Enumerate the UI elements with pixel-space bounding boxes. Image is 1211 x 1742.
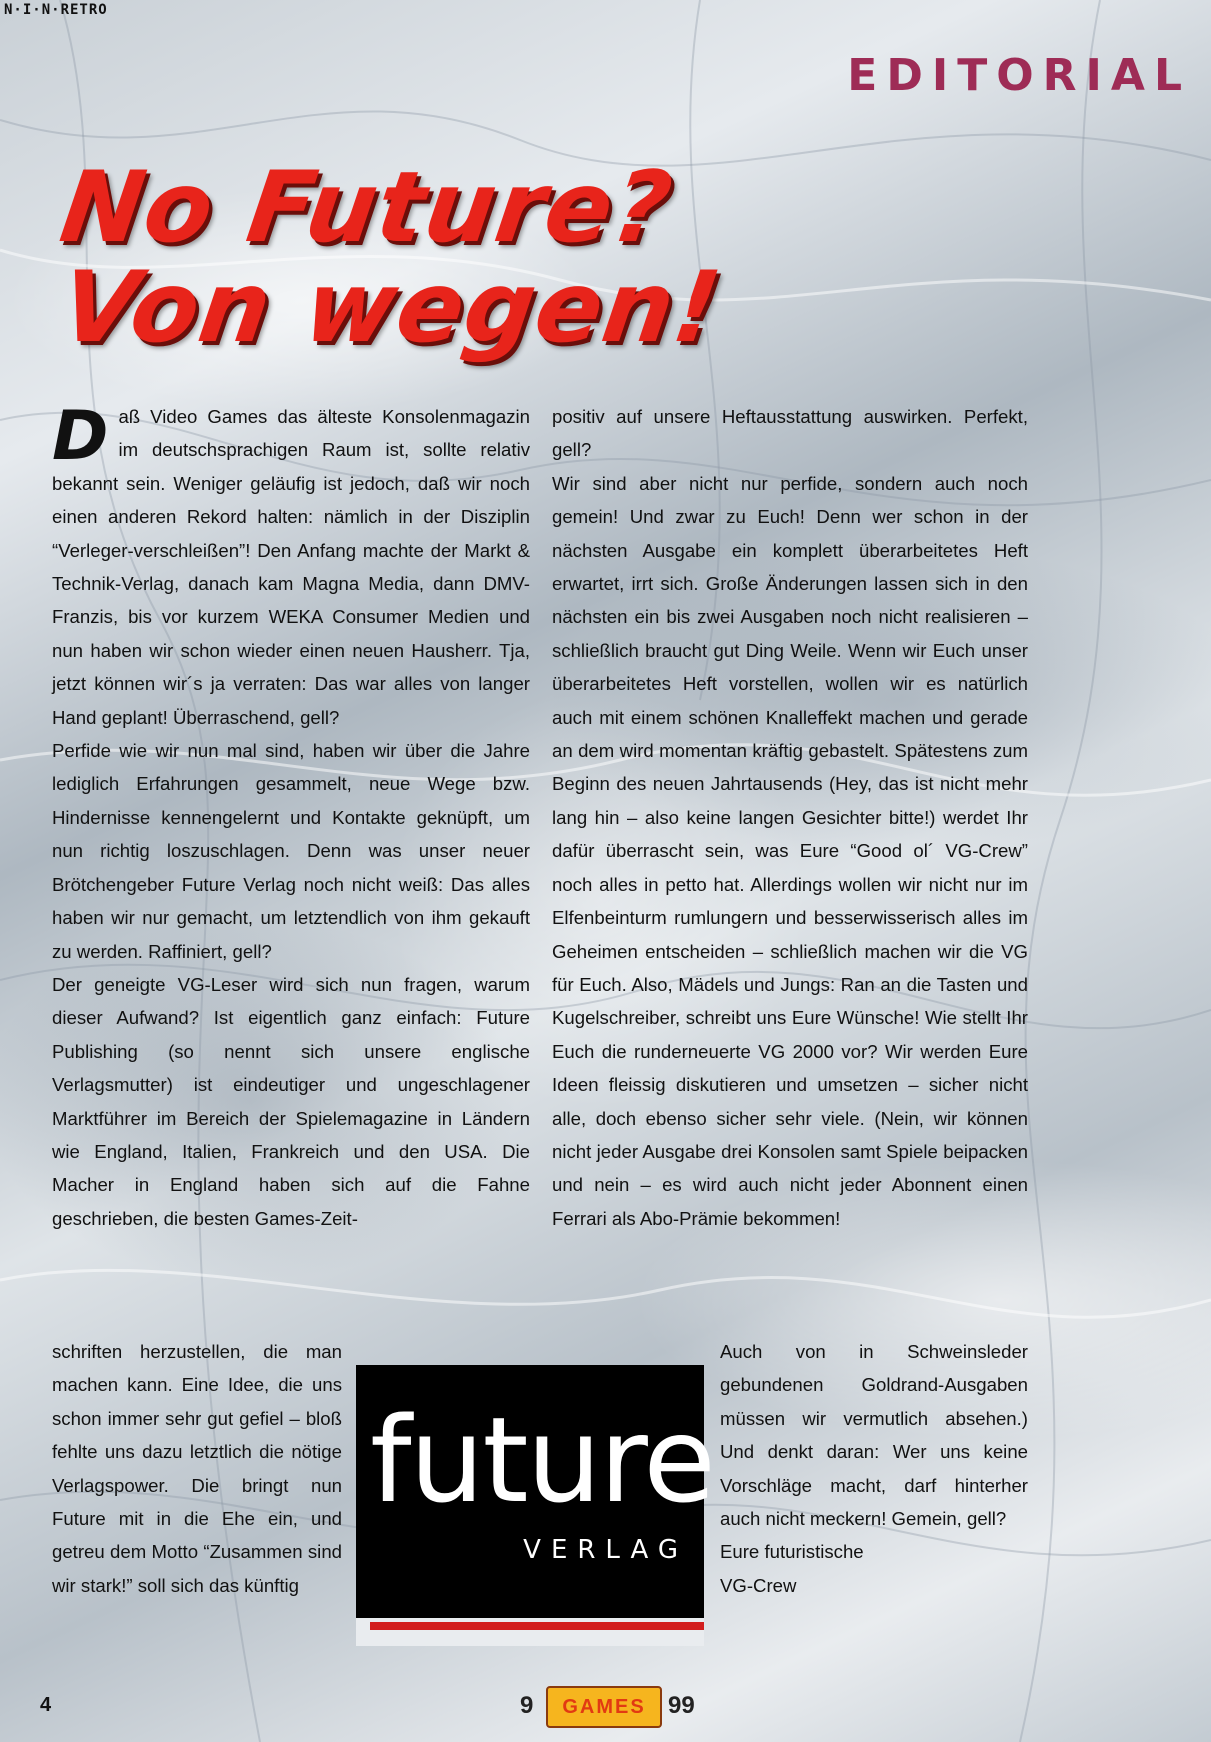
column-left-bottom [52,1335,342,1602]
article-text: aß Video Games das älteste Konsolenmagazin im deutschsprachigen Raum ist, sollte relativ bekannt sein. Weniger geläufig ist jedoch, daß wir noch einen anderen Rekord halten: nämlich in der Disziplin “Verleger-verschleißen”! Den Anfang machte der Markt & Technik-Verlag, danach kam Magna Media, dann DMV-Franzis, bis vor kurzem WEKA Consumer Medien und nun haben wir schon wieder einen neuen Hausherr. Tja, jetzt können wir´s ja verraten: Das war alles von langer Hand geplant! Überraschend, gell? [52,406,530,728]
article-paragraph: Perfide wie wir nun mal sind, haben wir über die Jahre lediglich Erfahrungen gesammelt, neue Wege bzw. Hindernisse kennengelernt und Kontakte geknüpft, um nun richtig loszuschlagen. Denn was unser neuer Brötchengeber Future Verlag noch nicht weiß: Das alles haben wir nur gemacht, um letztendlich von ihm gekauft zu werden. Raffiniert, gell? [52,740,530,962]
headline-line-2: Von wegen! [53,251,729,365]
logo-red-stripe [370,1622,704,1630]
signoff-line: Eure futuristische [720,1541,864,1563]
signoff-line: VG-Crew [720,1574,797,1596]
issue-month: 9 [520,1692,534,1719]
future-verlag-logo [356,1365,714,1618]
magazine-logo: GAMES [546,1686,662,1728]
logo-subtitle: VERLAG [523,1535,688,1565]
column-right-bottom [720,1335,1028,1602]
column-left-top [52,397,530,1235]
headline-line-1: No Future? [53,151,680,265]
article-paragraph [52,397,530,734]
corner-label: N·I·N·RETRO [4,2,108,18]
issue-footer [520,1686,710,1726]
column-right-top [552,400,1028,1235]
article-paragraph: schriften herzustellen, die man machen kann. Eine Idee, die uns schon immer sehr gut gefiel – bloß fehlte uns dazu letztlich die nötige Verlagspower. Die bringt nun Future mit in die Ehe ein, und getreu dem Motto “Zusammen sind wir stark!” soll sich das künftig [52,1341,342,1596]
article-paragraph: Auch von in Schweinsleder gebundenen Goldrand-Ausgaben müssen wir vermutlich absehen.) Und denkt daran: Wer uns keine Vorschläge macht, darf hinterher auch nicht meckern! Gemein, gell? [720,1341,1028,1530]
section-title: EDITORIAL [847,50,1191,101]
headline [53,151,962,365]
logo-wordmark: future [370,1391,714,1529]
article-paragraph: Der geneigte VG-Leser wird sich nun fragen, warum dieser Aufwand? Ist eigentlich ganz einfach: Future Publishing (so nennt sich unsere englische Verlagsmutter) ist eindeutiger und ungeschlagener Marktführer im Bereich der Spielemagazine in Ländern wie England, Italien, Frankreich und den USA. Die Macher in England haben sich auf die Fahne geschrieben, die besten Games-Zeit- [52,973,530,1229]
issue-year: 99 [668,1692,695,1719]
drop-cap: D [52,397,109,476]
article-paragraph: Wir sind aber nicht nur perfide, sondern auch noch gemein! Und zwar zu Euch! Denn wer schon in der nächsten Ausgabe ein komplett überarbeitetes Heft erwartet, irrt sich. Große Änderungen lassen sich in den nächsten ein bis zwei Ausgaben noch nicht realisieren – schließlich braucht gut Ding Weile. Wenn wir Euch unser überarbeitetes Heft vorstellen, wollen wir es natürlich auch mit einem schönen Knalleffekt machen und gerade an dem wird momentan kräftig gebastelt. Spätestens zum Beginn des neuen Jahrtausends (Hey, das ist nicht mehr lang hin – also keine langen Gesichter bitte!) werdet Ihr dafür überrascht sein, was Eure “Good ol´ VG-Crew” noch alles in petto hat. Allerdings wollen wir nicht nur im Elfenbeinturm rumlungern und besserwisserisch alles im Geheimen entscheiden – schließlich machen wir die VG für Euch. Also, Mädels und Jungs: Ran an die Tasten und Kugelschreiber, schreibt uns Eure Wünsche! Wie stellt Ihr Euch die runderneuerte VG 2000 vor? Wir werden Eure Ideen fleissig diskutieren und umsetzen – sicher nicht alle, doch ebenso sicher sehr viele. (Nein, wir können nicht jeder Ausgabe drei Konsolen samt Spiele beipacken und nein – es wird auch nicht jeder Abonnent einen Ferrari als Abo-Prämie bekommen! [552,472,1028,1229]
article-paragraph: positiv auf unsere Heftausstattung auswirken. Perfekt, gell? [552,406,1028,461]
page-number: 4 [40,1694,52,1716]
